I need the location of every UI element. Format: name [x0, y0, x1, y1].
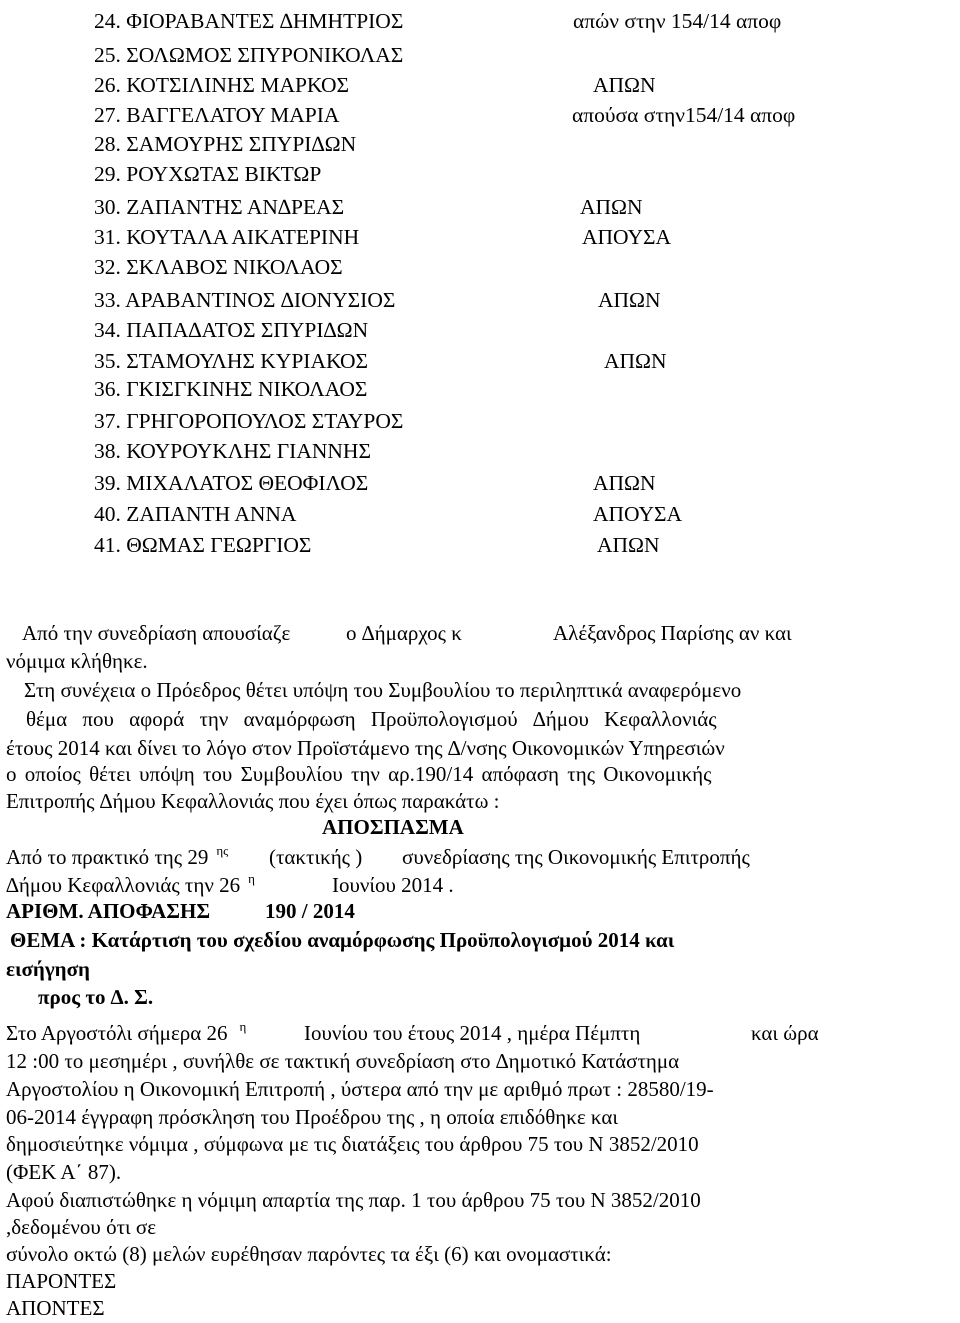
member-status: ΑΠΩΝ	[580, 195, 643, 219]
member-name: 26. ΚΟΤΣΙΛΙΝΗΣ ΜΑΡΚΟΣ	[94, 73, 350, 97]
body-line-2: 12 :00 το μεσημέρι , συνήλθε σε τακτική συνεδρίαση στο ∆ημοτικό Κατάστημα	[6, 1049, 680, 1073]
present-heading: ΠΑΡΟΝΤΕΣ	[6, 1269, 117, 1293]
absence-text-c: Αλέξανδρος Παρίσης αν και	[553, 621, 792, 645]
member-name: 30. ΖΑΠΑΝΤΗΣ ΑΝ∆ΡΕΑΣ	[94, 195, 345, 219]
extract-title: ΑΠΟΣΠΑΣΜΑ	[322, 815, 464, 839]
decision-label: ΑΡΙΘΜ. ΑΠΟΦΑΣΗΣ	[6, 899, 211, 923]
intro-line-5: Επιτροπής ∆ήμου Κεφαλλονιάς που έχει όπως παρακάτω :	[6, 789, 500, 813]
subject-line-3: προς το ∆. Σ.	[38, 985, 154, 1009]
subject-line-2: εισήγηση	[6, 957, 90, 981]
member-name: 25. ΣΟΛΩΜΟΣ ΣΠΥΡΟΝΙΚΟΛΑΣ	[94, 43, 404, 67]
member-name: 38. ΚΟΥΡΟΥΚΛΗΣ ΓΙΑΝΝΗΣ	[94, 439, 371, 463]
member-status: ΑΠΩΝ	[604, 349, 667, 373]
intro-line-3: έτους 2014 και δίνει το λόγο στον Προϊστάμενο της ∆/νσης Οικονομικών Υπηρεσιών	[6, 736, 725, 760]
minutes-text-b: (τακτικής )	[269, 845, 363, 869]
minutes-line-1	[6, 843, 750, 874]
member-name: 27. ΒΑΓΓΕΛΑΤΟΥ ΜΑΡΙΑ	[94, 103, 340, 127]
minutes-text-a: Από το πρακτικό της 29	[6, 845, 209, 869]
member-name: 40. ΖΑΠΑΝΤΗ ΑΝΝΑ	[94, 502, 297, 526]
member-status: ΑΠΩΝ	[593, 471, 656, 495]
minutes-date-month: Ιουνίου 2014 .	[332, 873, 454, 897]
body-day-text: Ιουνίου του έτους 2014 , ημέρα Πέμπτη	[304, 1021, 641, 1045]
member-name: 35. ΣΤΑΜΟΥΛΗΣ ΚΥΡΙΑΚΟΣ	[94, 349, 369, 373]
member-name: 28. ΣΑΜΟΥΡΗΣ ΣΠΥΡΙ∆ΩΝ	[94, 132, 357, 156]
decision-number-line	[6, 897, 355, 926]
member-name: 24. ΦΙΟΡΑΒΑΝΤΕΣ ∆ΗΜΗΤΡΙΟΣ	[94, 9, 404, 33]
body-line-8: ,δεδομένου ότι σε	[6, 1215, 157, 1239]
member-status: ΑΠΩΝ	[598, 288, 661, 312]
absence-text-b: ο ∆ήμαρχος κ	[346, 621, 462, 645]
member-status: ΑΠΟΥΣΑ	[593, 502, 683, 526]
member-name: 37. ΓΡΗΓΟΡΟΠΟΥΛΟΣ ΣΤΑΥΡΟΣ	[94, 409, 404, 433]
body-line-4: 06-2014 έγγραφη πρόσκληση του Προέδρου της , η οποία επιδόθηκε και	[6, 1105, 618, 1129]
absent-heading: ΑΠΟΝΤΕΣ	[6, 1296, 105, 1320]
body-line-6: (ΦΕΚ Α΄ 87).	[6, 1160, 122, 1184]
member-status: απούσα στην154/14 αποφ	[572, 103, 796, 127]
intro-line-2: θέμα που αφορά την αναμόρφωση Προϋπολογισμού ∆ήμου Κεφαλλονιάς	[26, 707, 717, 731]
member-status: απών στην 154/14 αποφ	[573, 9, 782, 33]
member-name: 41. ΘΩΜΑΣ ΓΕΩΡΓΙΟΣ	[94, 533, 312, 557]
member-name: 29. ΡΟΥΧΩΤΑΣ ΒΙΚΤΩΡ	[94, 162, 322, 186]
member-status: ΑΠΩΝ	[597, 533, 660, 557]
body-line-3: Αργοστολίου η Οικονομική Επιτροπή , ύστερα από την με αριθμό πρωτ : 28580/19-	[6, 1077, 714, 1101]
member-status: ΑΠΟΥΣΑ	[582, 225, 672, 249]
member-name: 36. ΓΚΙΣΓΚΙΝΗΣ ΝΙΚΟΛΑΟΣ	[94, 377, 368, 401]
body-date-text: Στο Αργοστόλι σήμερα 26	[6, 1021, 228, 1045]
mayor-absence-line	[22, 619, 792, 648]
body-time-label: και ώρα	[751, 1021, 819, 1045]
member-name: 39. ΜΙΧΑΛΑΤΟΣ ΘΕΟΦΙΛΟΣ	[94, 471, 369, 495]
ordinal-suffix: ης	[216, 843, 229, 858]
member-name: 31. ΚΟΥΤΑΛΑ ΑΙΚΑΤΕΡΙΝΗ	[94, 225, 360, 249]
absence-line-2: νόμιμα κλήθηκε.	[6, 649, 148, 673]
body-line-1	[6, 1019, 819, 1050]
ordinal-suffix: η	[248, 871, 255, 886]
body-line-5: δημοσιεύτηκε νόμιμα , σύμφωνα με τις διατάξεις του άρθρου 75 του Ν 3852/2010	[6, 1132, 699, 1156]
intro-line-4: ο οποίος θέτει υπόψη του Συμβουλίου την αρ.190/14 απόφαση της Οικονομικής	[6, 762, 712, 786]
member-name: 33. ΑΡΑΒΑΝΤΙΝΟΣ ∆ΙΟΝΥΣΙΟΣ	[94, 288, 396, 312]
absence-text-a: Από την συνεδρίαση απουσίαζε	[22, 621, 291, 645]
body-line-9: σύνολο οκτώ (8) μελών ευρέθησαν παρόντες τα έξι (6) και ονομαστικά:	[6, 1242, 612, 1266]
body-line-7: Αφού διαπιστώθηκε η νόμιμη απαρτία της παρ. 1 του άρθρου 75 του Ν 3852/2010	[6, 1188, 701, 1212]
minutes-text-c: συνεδρίασης της Οικονομικής Επιτροπής	[402, 845, 750, 869]
decision-number: 190 / 2014	[265, 899, 355, 923]
minutes-date-text: ∆ήμου Κεφαλλονιάς την 26	[6, 873, 241, 897]
intro-line-1: Στη συνέχεια ο Πρόεδρος θέτει υπόψη του Συμβουλίου το περιληπτικά αναφερόμενο	[24, 678, 742, 702]
member-status: ΑΠΩΝ	[593, 73, 656, 97]
member-name: 34. ΠΑΠΑ∆ΑΤΟΣ ΣΠΥΡΙ∆ΩΝ	[94, 318, 369, 342]
member-name: 32. ΣΚΛΑΒΟΣ ΝΙΚΟΛΑΟΣ	[94, 255, 343, 279]
subject-line-1: ΘΕΜΑ : Κατάρτιση του σχεδίου αναμόρφωσης Προϋπολογισμού 2014 και	[10, 928, 675, 952]
ordinal-suffix: η	[239, 1019, 247, 1034]
